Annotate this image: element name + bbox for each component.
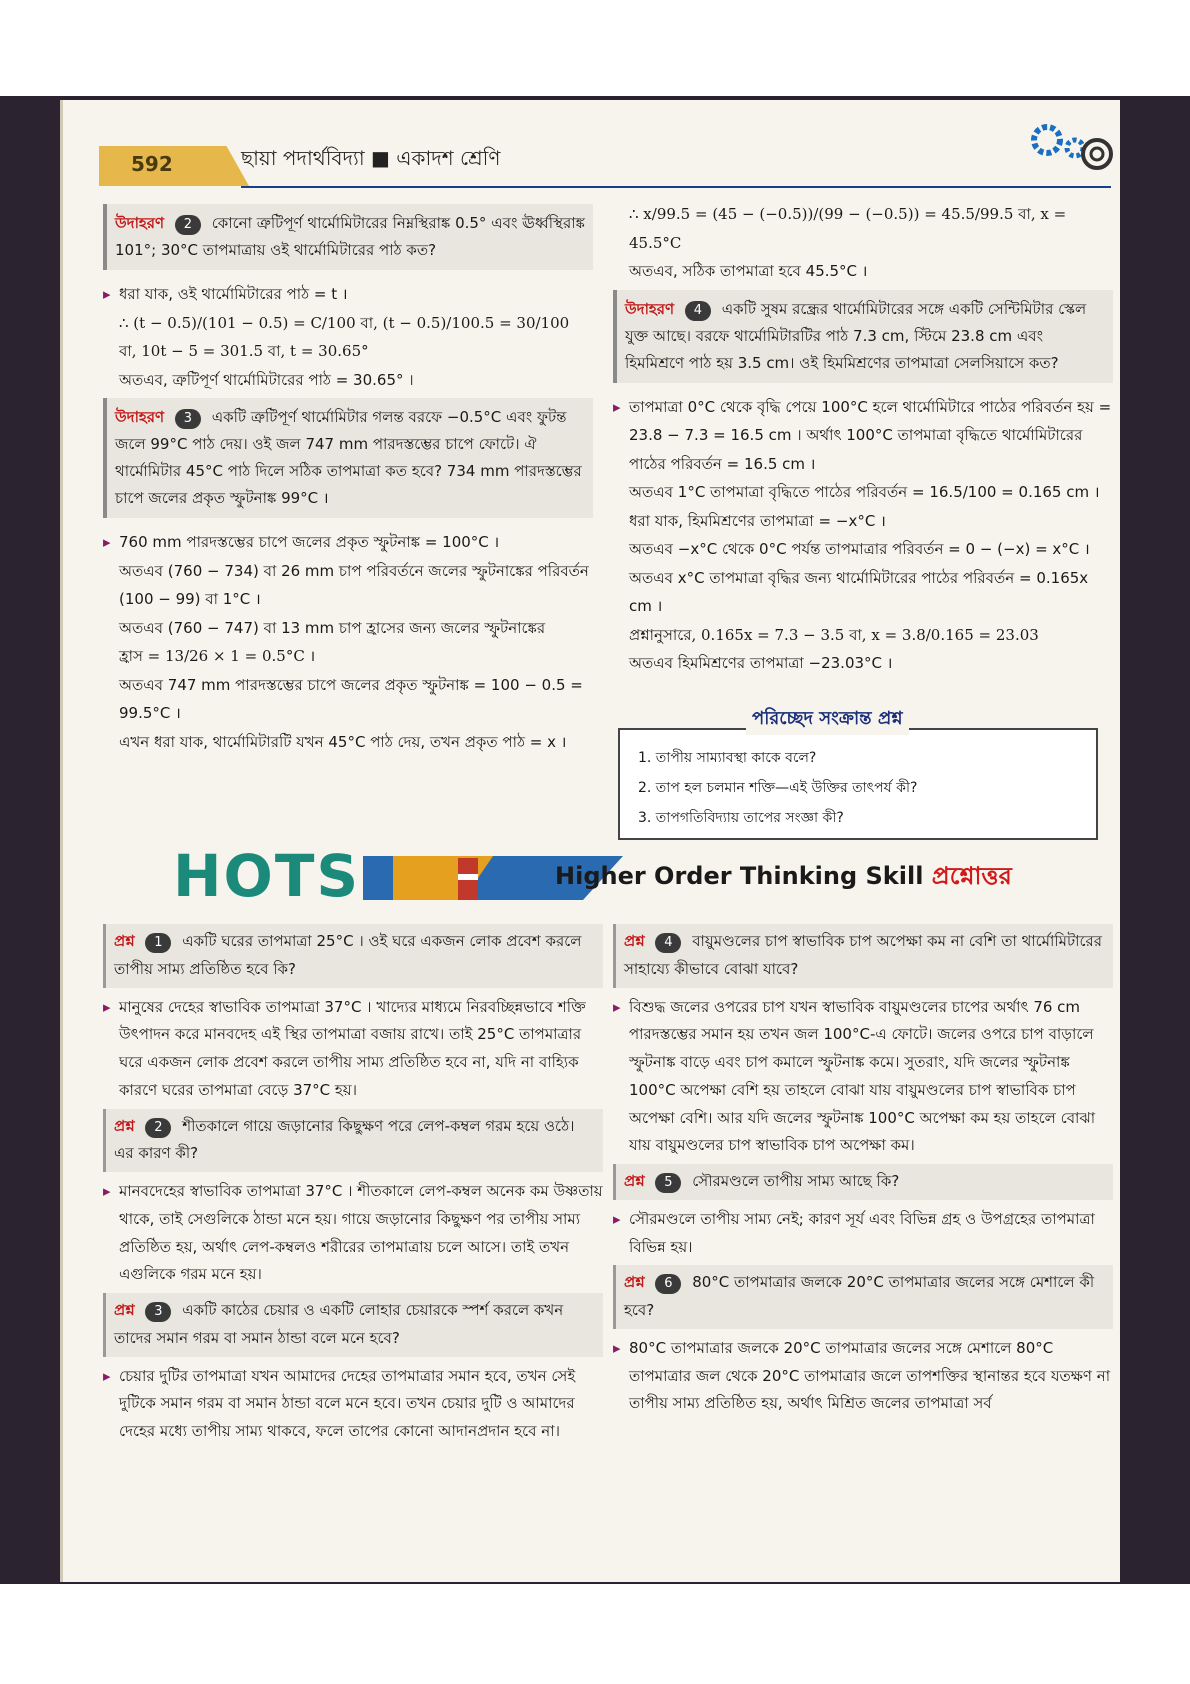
question-block <box>613 1265 1113 1329</box>
qa-left-column <box>103 920 603 1446</box>
question-number-badge: 4 <box>655 933 681 953</box>
solution-line: ▸ তাপমাত্রা 0°C থেকে বৃদ্ধি পেয়ে 100°C হলে থার্মোমিটারে পাঠের পরিবর্তন হয় = 23.8 − 7.3 = 16.5 cm । অর্থাৎ 100°C তাপমাত্রা বৃদ্ধিতে থার্মোমিটারের পাঠের পরিবর্তন = 16.5 cm । <box>613 393 1113 479</box>
left-column <box>103 200 593 756</box>
question-block <box>103 924 603 988</box>
page-number: 592 <box>131 152 173 176</box>
question-text: একটি ঘরের তাপমাত্রা 25°C । ওই ঘরে একজন লোক প্রবেশ করলে তাপীয় সাম্য প্রতিষ্ঠিত হবে কি? <box>114 932 582 978</box>
equation-line: হ্রাস = 13/26 × 1 = 0.5°C । <box>119 647 316 665</box>
answer-text: ▸ 80°C তাপমাত্রার জলকে 20°C তাপমাত্রার জলের সঙ্গে মেশালে 80°C তাপমাত্রার জল থেকে 20°C তাপমাত্রার জলে তাপশক্তির স্থানান্তর হবে যতক্ষণ না তাপীয় সাম্য প্রতিষ্ঠিত হয়, অর্থাৎ মিশ্রিত জলের তাপমাত্রা সর্ব <box>613 1335 1113 1418</box>
solution-line: অতএব (760 − 734) বা 26 mm চাপ পরিবর্তনে জলের স্ফুটনাঙ্কের পরিবর্তন (100 − 99) বা 1°C । <box>119 561 589 608</box>
question-text: 80°C তাপমাত্রার জলকে 20°C তাপমাত্রার জলের সঙ্গে মেশালে কী হবে? <box>624 1273 1095 1319</box>
question-label: প্রশ্ন <box>624 932 645 950</box>
example-number-badge: 2 <box>175 215 201 235</box>
solution-line: ▸ ধরা যাক, ওই থার্মোমিটারের পাঠ = t । <box>103 280 593 309</box>
hots-logo: HOTS <box>173 842 361 910</box>
answer-text: ▸ মানবদেহের স্বাভাবিক তাপমাত্রা 37°C । শীতকালে লেপ-কম্বল অনেক কম উষ্ণতায় থাকে, তাই সেগুলিকে ঠান্ডা মনে হয়। গায়ে জড়ানোর কিছুক্ষণ পর তাপীয় সাম্য প্রতিষ্ঠিত হয়, অর্থাৎ লেপ-কম্বলও শরীরের তাপমাত্রায় চলে আসে। তাই তখন এগুলিকে গরম মনে হয়। <box>103 1178 603 1289</box>
example-3-text: একটি ত্রুটিপূর্ণ থার্মোমিটার গলন্ত বরফে −0.5°C এবং ফুটন্ত জলে 99°C পাঠ দেয়। ওই জল 747 mm পারদস্তম্ভের চাপে ফোটে। ঐ থার্মোমিটার 45°C পাঠ দিলে সঠিক তাপমাত্রা কত হবে? 734 mm পারদস্তম্ভের চাপে জলের প্রকৃত স্ফুটনাঙ্ক 99°C । <box>115 408 582 507</box>
qa-right-column <box>613 920 1113 1418</box>
solution-line: অতএব −x°C থেকে 0°C পর্যন্ত তাপমাত্রার পরিবর্তন = 0 − (−x) = x°C । <box>629 540 1090 558</box>
chapter-question-item: 3. তাপগতিবিদ্যায় তাপের সংজ্ঞা কী? <box>638 810 844 826</box>
header-title: ছায়া পদার্থবিদ্যা ■ একাদশ শ্রেণি <box>241 146 501 170</box>
question-text: সৌরমণ্ডলে তাপীয় সাম্য আছে কি? <box>692 1172 900 1190</box>
answer-text: ▸ চেয়ার দুটির তাপমাত্রা যখন আমাদের দেহের তাপমাত্রার সমান হবে, তখন সেই দুটিকে সমান গরম বা সমান ঠান্ডা বলে মনে হবে। তখন চেয়ার দুটি ও আমাদের দেহের মধ্যে তাপীয় সাম্য থাকবে, ফলে তাপের কোনো আদানপ্রদান হবে না। <box>103 1363 603 1446</box>
question-block <box>613 1164 1113 1200</box>
chapter-questions-title: পরিচ্ছেদ সংক্রান্ত প্রশ্ন <box>746 704 909 735</box>
solution-line: অতএব, ত্রুটিপূর্ণ থার্মোমিটারের পাঠ = 30.65° । <box>119 370 414 389</box>
hots-subtitle-en: Higher Order Thinking Skill <box>555 862 924 890</box>
question-block <box>613 924 1113 988</box>
header-rule <box>241 186 1111 188</box>
hots-subtitle-bn: প্রশ্নোত্তর <box>931 862 1012 890</box>
answer-text: ▸ সৌরমণ্ডলে তাপীয় সাম্য নেই; কারণ সূর্য এবং বিভিন্ন গ্রহ ও উপগ্রহের তাপমাত্রা বিভিন্ন হয়। <box>613 1206 1113 1262</box>
solution-line: অতএব (760 − 747) বা 13 mm চাপ হ্রাসের জন্য জলের স্ফুটনাঙ্কের <box>119 618 546 637</box>
example-2-text: কোনো ত্রুটিপূর্ণ থার্মোমিটারের নিম্নস্থিরাঙ্ক 0.5° এবং ঊর্ধ্বস্থিরাঙ্ক 101°; 30°C তাপমাত্রায় ওই থার্মোমিটারের পাঠ কত? <box>115 214 585 259</box>
question-number-badge: 5 <box>655 1173 681 1193</box>
example-label: উদাহরণ <box>115 214 165 232</box>
question-label: প্রশ্ন <box>624 1172 645 1190</box>
gear-icon <box>1025 110 1115 180</box>
example-4-text: একটি সুষম রন্ধ্রের থার্মোমিটারের সঙ্গে একটি সেন্টিমিটার স্কেল যুক্ত আছে। বরফে থার্মোমিটারটির পাঠ 7.3 cm, স্টিমে 23.8 cm এবং হিমমিশ্রণে পাঠ হয় 3.5 cm। ওই হিমমিশ্রণের তাপমাত্রা সেলসিয়াসে কত? <box>625 299 1087 372</box>
answer-text: ▸ বিশুদ্ধ জলের ওপরের চাপ যখন স্বাভাবিক বায়ুমণ্ডলের চাপের অর্থাৎ 76 cm পারদস্তম্ভের সমান হয় তখন জল 100°C-এ ফোটে। জলের ওপরে চাপ বাড়ালে স্ফুটনাঙ্ক বাড়ে এবং চাপ কমালে স্ফুটনাঙ্ক কমে। সুতরাং, যদি জলের স্ফুটনাঙ্ক 100°C অপেক্ষা বেশি হয় তাহলে বোঝা যায় বায়ুমণ্ডলের চাপ স্বাভাবিক চাপ অপেক্ষা বেশি। আর যদি জলের স্ফুটনাঙ্ক 100°C অপেক্ষা কম হয় তাহলে বোঝা যায় বায়ুমণ্ডলের চাপ স্বাভাবিক চাপ অপেক্ষা কম। <box>613 994 1113 1161</box>
example-4-block <box>613 290 1113 383</box>
question-block <box>103 1293 603 1357</box>
hots-subtitle <box>555 858 1012 898</box>
example-2-block <box>103 204 593 270</box>
solution-line: অতএব, সঠিক তাপমাত্রা হবে 45.5°C । <box>629 262 868 280</box>
question-text: একটি কাঠের চেয়ার ও একটি লোহার চেয়ারকে স্পর্শ করলে কখন তাদের সমান গরম বা সমান ঠান্ডা বলে মনে হবে? <box>114 1301 564 1347</box>
question-label: প্রশ্ন <box>624 1273 645 1292</box>
solution-line: অতএব x°C তাপমাত্রা বৃদ্ধির জন্য থার্মোমিটারের পাঠের পরিবর্তন = 0.165x cm । <box>629 568 1089 615</box>
chapter-question-item: 2. তাপ হল চলমান শক্তি—এই উক্তির তাৎপর্য কী? <box>638 780 918 796</box>
question-text: বায়ুমণ্ডলের চাপ স্বাভাবিক চাপ অপেক্ষা কম না বেশি তা থার্মোমিটারের সাহায্যে কীভাবে বোঝা যাবে? <box>624 932 1103 978</box>
question-number-badge: 2 <box>145 1118 171 1138</box>
example-label: উদাহরণ <box>115 408 165 426</box>
solution-line: ধরা যাক, হিমমিশ্রণের তাপমাত্রা = −x°C । <box>629 511 886 530</box>
question-number-badge: 3 <box>145 1302 171 1322</box>
right-column <box>613 200 1113 678</box>
equation-line: বা, 10t − 5 = 301.5 বা, t = 30.65° <box>119 342 369 360</box>
question-text: শীতকালে গায়ে জড়ানোর কিছুক্ষণ পরে লেপ-কম্বল গরম হয়ে ওঠে। এর কারণ কী? <box>114 1116 575 1163</box>
question-label: প্রশ্ন <box>114 1116 135 1135</box>
equation-line: ∴ x/99.5 = (45 − (−0.5))/(99 − (−0.5)) = 45.5/99.5 বা, x = 45.5°C <box>629 205 1067 252</box>
solution-line: অতএব 747 mm পারদস্তম্ভের চাপে জলের প্রকৃত স্ফুটনাঙ্ক = 100 − 0.5 = 99.5°C । <box>119 675 583 722</box>
question-number-badge: 1 <box>145 933 171 953</box>
example-number-badge: 4 <box>685 301 711 321</box>
question-block <box>103 1109 603 1173</box>
example-number-badge: 3 <box>175 409 201 429</box>
example-label: উদাহরণ <box>625 299 675 318</box>
equation-line: ∴ (t − 0.5)/(101 − 0.5) = C/100 বা, (t − 0.5)/100.5 = 30/100 <box>119 313 570 332</box>
example-3-block <box>103 398 593 518</box>
chapter-question-item: 1. তাপীয় সাম্যাবস্থা কাকে বলে? <box>638 750 817 766</box>
textbook-page <box>60 100 1120 1582</box>
solution-line: অতএব 1°C তাপমাত্রা বৃদ্ধিতে পাঠের পরিবর্তন = 16.5/100 = 0.165 cm । <box>629 483 1100 501</box>
question-label: প্রশ্ন <box>114 932 135 950</box>
question-number-badge: 6 <box>655 1274 681 1294</box>
solution-line: ▸ 760 mm পারদস্তম্ভের চাপে জলের প্রকৃত স্ফুটনাঙ্ক = 100°C । <box>103 528 593 557</box>
page-number-tab <box>99 146 249 186</box>
answer-text: ▸ মানুষের দেহের স্বাভাবিক তাপমাত্রা 37°C । খাদ্যের মাধ্যমে নিরবচ্ছিন্নভাবে শক্তি উৎপাদন করে মানবদেহ এই স্থির তাপমাত্রা বজায় রাখে। তাই 25°C তাপমাত্রার ঘরে একজন লোক প্রবেশ করলে তাপীয় সাম্য প্রতিষ্ঠিত হবে না, যদি না বাহ্যিক কারণে ঘরের তাপমাত্রা বেড়ে 37°C হয়। <box>103 994 603 1105</box>
solution-line: এখন ধরা যাক, থার্মোমিটারটি যখন 45°C পাঠ দেয়, তখন প্রকৃত পাঠ = x । <box>119 732 567 751</box>
solution-line: অতএব হিমমিশ্রণের তাপমাত্রা −23.03°C । <box>629 654 893 672</box>
equation-line: প্রশ্নানুসারে, 0.165x = 7.3 − 3.5 বা, x = 3.8/0.165 = 23.03 <box>629 625 1039 644</box>
question-label: প্রশ্ন <box>114 1301 135 1319</box>
